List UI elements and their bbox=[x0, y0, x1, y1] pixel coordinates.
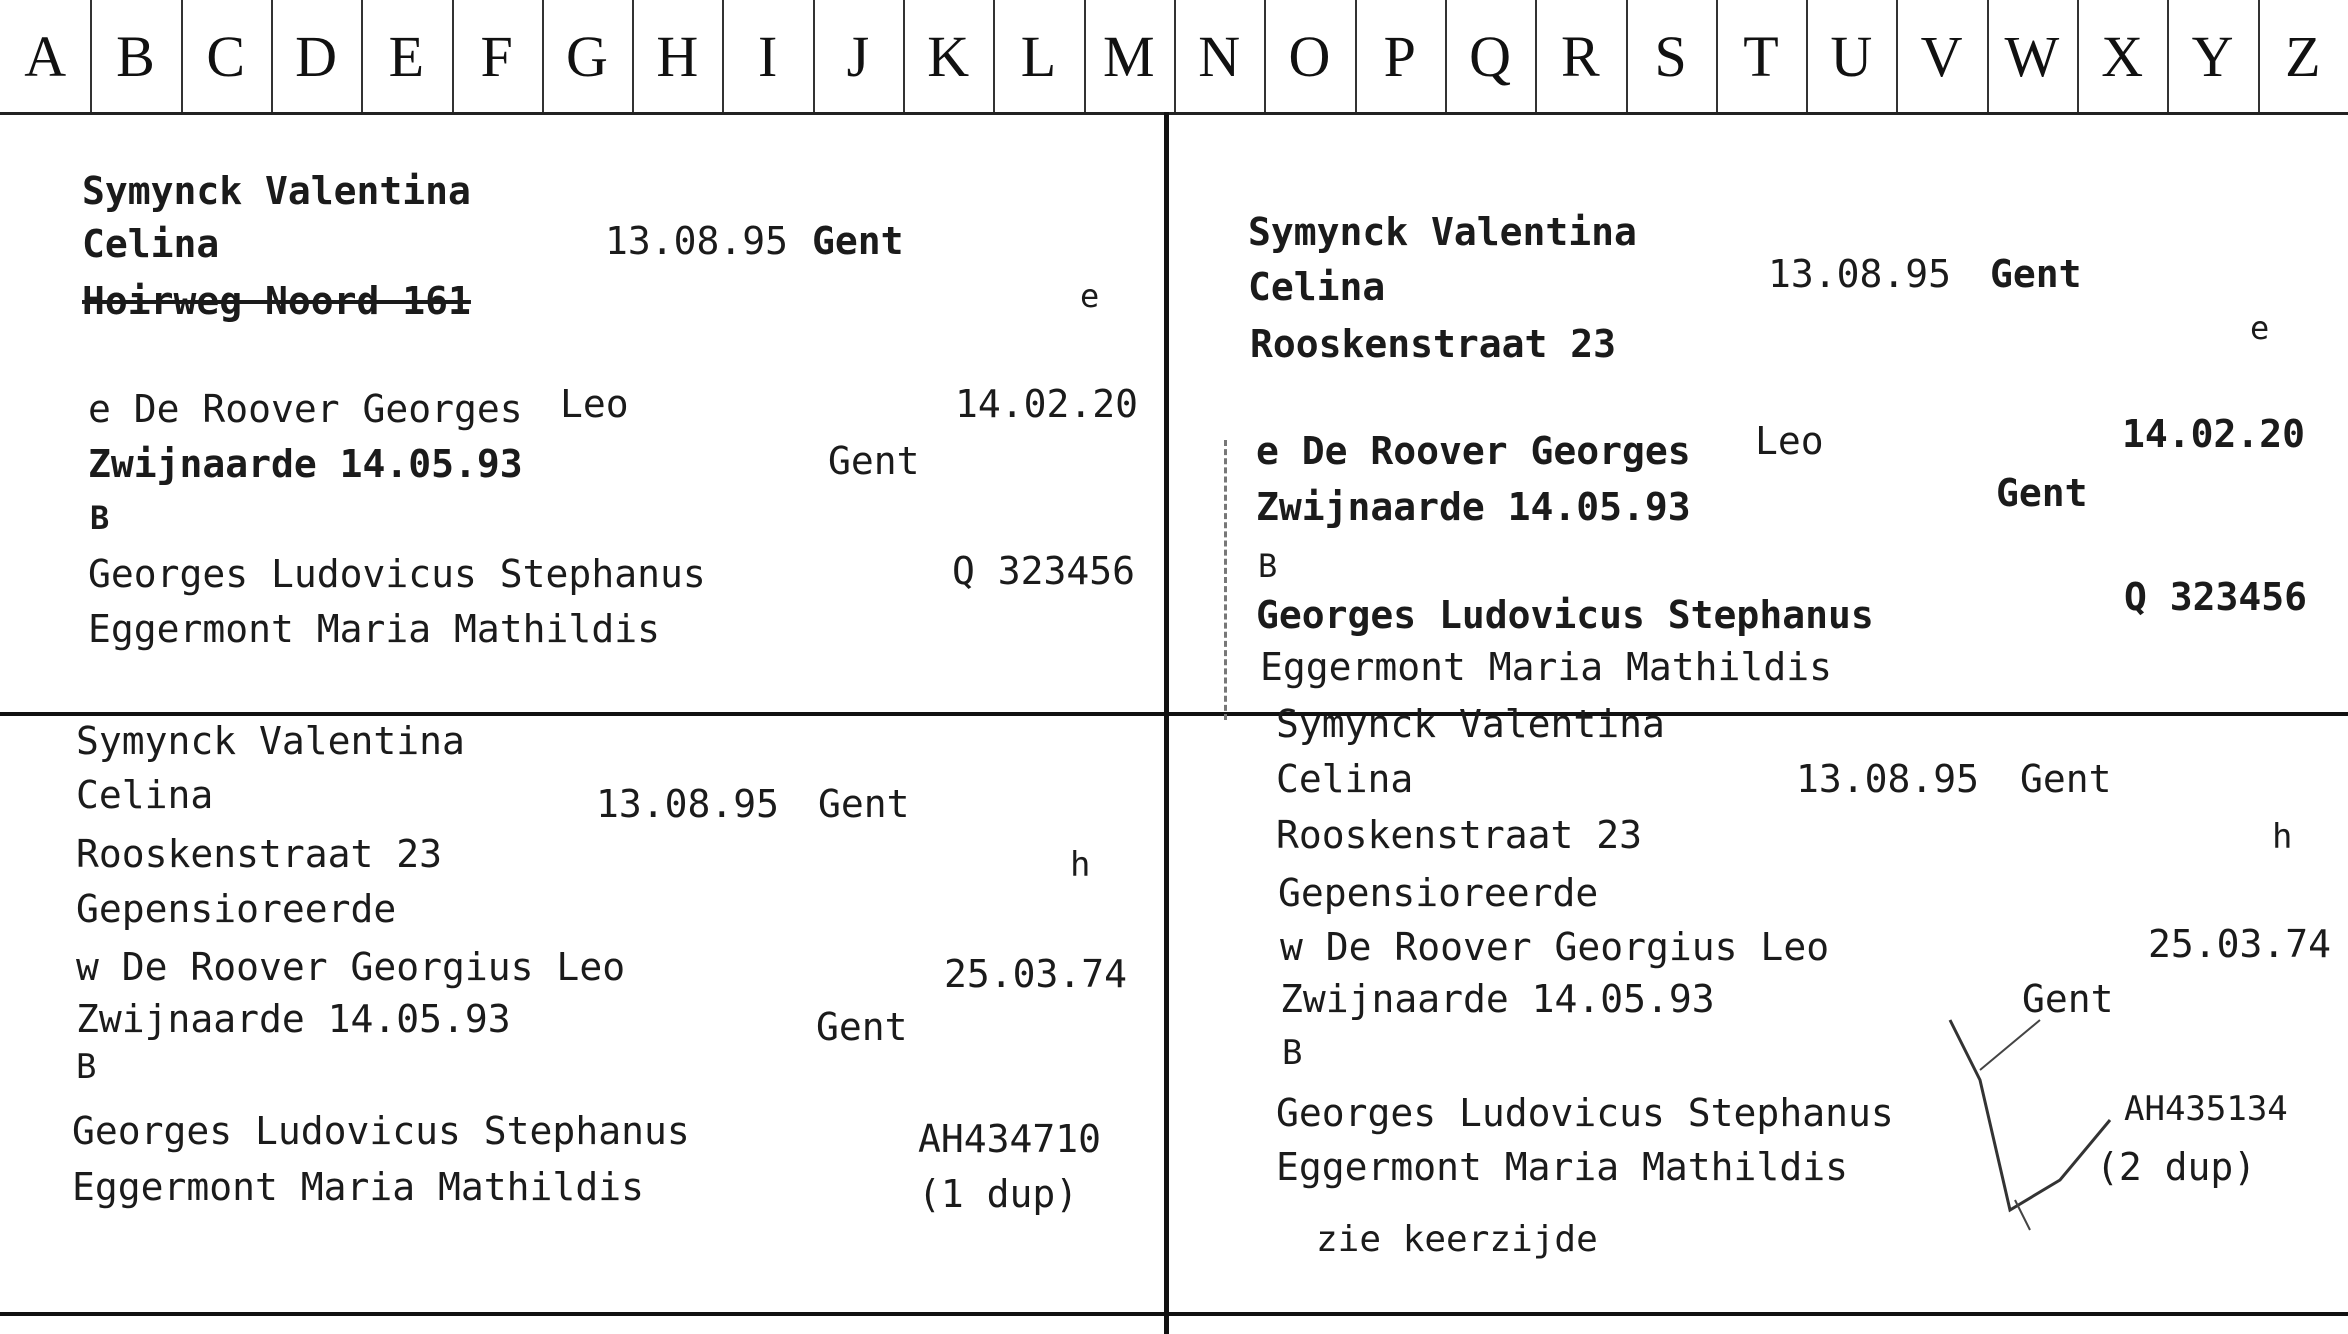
index-letter-k: K bbox=[927, 23, 970, 89]
index-letter-x: X bbox=[2101, 23, 2144, 89]
index-letter-h: H bbox=[656, 23, 699, 89]
card-status: h bbox=[1070, 845, 1091, 885]
index-letter-e: E bbox=[388, 23, 425, 89]
index-divider bbox=[1084, 0, 1086, 112]
index-divider bbox=[181, 0, 183, 112]
card-marriage: Zwijnaarde 14.05.93 bbox=[88, 442, 523, 486]
card-birth-date: 13.08.95 bbox=[1768, 252, 1952, 296]
index-letter-i: I bbox=[757, 23, 778, 89]
index-letter-a: A bbox=[24, 23, 67, 89]
card-mother: Eggermont Maria Mathildis bbox=[72, 1165, 644, 1209]
index-letter-t: T bbox=[1743, 23, 1779, 89]
vertical-divider bbox=[1164, 112, 1169, 1334]
index-divider bbox=[1716, 0, 1718, 112]
card-id-number: Q 323456 bbox=[952, 549, 1136, 593]
index-divider bbox=[2167, 0, 2169, 112]
index-divider bbox=[1264, 0, 1266, 112]
index-divider bbox=[1987, 0, 1989, 112]
card-status: e bbox=[1080, 277, 1100, 315]
card-note: zie keerzijde bbox=[1316, 1219, 1598, 1260]
card-id-number: AH435134 bbox=[2124, 1089, 2288, 1129]
index-divider bbox=[722, 0, 724, 112]
card-spouse: e De Roover Georges bbox=[1256, 429, 1691, 473]
card-marriage: Zwijnaarde 14.05.93 bbox=[1280, 977, 1715, 1021]
index-letter-l: L bbox=[1020, 23, 1057, 89]
horizontal-divider bbox=[0, 712, 2348, 716]
index-letter-z: Z bbox=[2285, 23, 2321, 89]
card-mother: Eggermont Maria Mathildis bbox=[1276, 1145, 1848, 1189]
card-duplicate-count: (2 dup) bbox=[2096, 1145, 2257, 1189]
card-birth-place: Gent bbox=[1990, 252, 2082, 296]
card-name: Symynck Valentina bbox=[76, 719, 465, 763]
index-letter-y: Y bbox=[2191, 23, 2234, 89]
card-first-name: Celina bbox=[1276, 757, 1414, 801]
card-marriage-place: Gent bbox=[816, 1005, 908, 1049]
index-letter-q: Q bbox=[1469, 23, 1512, 89]
card-spouse-date: 14.02.20 bbox=[2122, 412, 2306, 456]
card-nationality: B bbox=[1282, 1033, 1303, 1073]
index-letter-d: D bbox=[295, 23, 338, 89]
card-marriage: Zwijnaarde 14.05.93 bbox=[1256, 485, 1691, 529]
card-spouse: w De Roover Georgius Leo bbox=[1280, 925, 1830, 969]
card-marriage: Zwijnaarde 14.05.93 bbox=[76, 997, 511, 1041]
card-birth-date: 13.08.95 bbox=[1796, 757, 1980, 801]
card-id-number: AH434710 bbox=[918, 1117, 1102, 1161]
index-letter-r: R bbox=[1561, 23, 1600, 89]
index-letter-c: C bbox=[206, 23, 246, 89]
index-letter-f: F bbox=[480, 23, 513, 89]
card-birth-date: 13.08.95 bbox=[605, 219, 789, 263]
index-divider bbox=[813, 0, 815, 112]
alphabet-index-strip bbox=[0, 0, 2348, 115]
checkmark-scribble-icon bbox=[1920, 1000, 2120, 1240]
card-marriage-place: Gent bbox=[2022, 977, 2114, 1021]
card-marriage-place: Gent bbox=[828, 439, 920, 483]
card-occupation: Gepensioreerde bbox=[1278, 871, 1599, 915]
card-spouse-extra: Leo bbox=[560, 382, 629, 426]
card-address: Rooskenstraat 23 bbox=[76, 832, 443, 876]
card-father: Georges Ludovicus Stephanus bbox=[72, 1109, 690, 1153]
index-divider bbox=[903, 0, 905, 112]
card-occupation: Gepensioreerde bbox=[76, 887, 397, 931]
card-id-number: Q 323456 bbox=[2124, 575, 2308, 619]
card-father: Georges Ludovicus Stephanus bbox=[88, 552, 706, 596]
index-divider bbox=[1174, 0, 1176, 112]
index-letter-s: S bbox=[1654, 23, 1687, 89]
card-first-name: Celina bbox=[76, 773, 214, 817]
index-letter-o: O bbox=[1288, 23, 1331, 89]
card-name: Symynck Valentina bbox=[1276, 702, 1665, 746]
card-address: Rooskenstraat 23 bbox=[1250, 322, 1617, 366]
index-divider bbox=[90, 0, 92, 112]
card-name: Symynck Valentina bbox=[82, 169, 471, 213]
card-father: Georges Ludovicus Stephanus bbox=[1276, 1091, 1894, 1135]
index-divider bbox=[1535, 0, 1537, 112]
index-divider bbox=[1355, 0, 1357, 112]
bottom-border bbox=[0, 1312, 2348, 1316]
index-letter-m: M bbox=[1103, 23, 1155, 89]
card-spouse-extra: Leo bbox=[1755, 419, 1824, 463]
index-divider bbox=[1445, 0, 1447, 112]
card-mother: Eggermont Maria Mathildis bbox=[88, 607, 660, 651]
card-nationality: B bbox=[90, 499, 110, 537]
card-address: Rooskenstraat 23 bbox=[1276, 813, 1643, 857]
card-mother: Eggermont Maria Mathildis bbox=[1260, 645, 1832, 689]
card-birth-place: Gent bbox=[2020, 757, 2112, 801]
card-birth-date: 13.08.95 bbox=[596, 782, 780, 826]
index-divider bbox=[1626, 0, 1628, 112]
index-divider bbox=[361, 0, 363, 112]
index-divider bbox=[1896, 0, 1898, 112]
index-letter-u: U bbox=[1830, 23, 1873, 89]
card-nationality: B bbox=[76, 1047, 97, 1087]
card-address-crossed: Hoirweg Noord 161 bbox=[82, 279, 471, 323]
card-birth-place: Gent bbox=[818, 782, 910, 826]
card-father: Georges Ludovicus Stephanus bbox=[1256, 593, 1874, 637]
index-divider bbox=[2077, 0, 2079, 112]
card-spouse-date: 25.03.74 bbox=[2148, 922, 2332, 966]
index-letter-p: P bbox=[1383, 23, 1416, 89]
index-divider bbox=[1806, 0, 1808, 112]
fold-mark bbox=[1224, 440, 1230, 720]
card-duplicate-count: (1 dup) bbox=[918, 1172, 1079, 1216]
card-spouse: e De Roover Georges bbox=[88, 387, 523, 431]
index-letter-w: W bbox=[2004, 23, 2060, 89]
index-divider bbox=[542, 0, 544, 112]
index-letter-j: J bbox=[846, 23, 870, 89]
card-spouse-date: 25.03.74 bbox=[944, 952, 1128, 996]
card-first-name: Celina bbox=[1248, 265, 1386, 309]
index-divider bbox=[271, 0, 273, 112]
card-spouse-date: 14.02.20 bbox=[955, 382, 1139, 426]
card-spouse: w De Roover Georgius Leo bbox=[76, 945, 626, 989]
index-letter-v: V bbox=[1920, 23, 1963, 89]
card-marriage-place: Gent bbox=[1996, 471, 2088, 515]
index-letter-b: B bbox=[116, 23, 155, 89]
index-divider bbox=[452, 0, 454, 112]
card-name: Symynck Valentina bbox=[1248, 210, 1637, 254]
card-birth-place: Gent bbox=[812, 219, 904, 263]
card-status: h bbox=[2272, 817, 2293, 857]
card-nationality: B bbox=[1258, 547, 1278, 585]
card-first-name: Celina bbox=[82, 222, 220, 266]
card-status: e bbox=[2250, 309, 2270, 347]
index-letter-g: G bbox=[566, 23, 608, 89]
index-divider bbox=[632, 0, 634, 112]
index-letter-n: N bbox=[1198, 23, 1241, 89]
index-divider bbox=[2258, 0, 2260, 112]
index-divider bbox=[993, 0, 995, 112]
